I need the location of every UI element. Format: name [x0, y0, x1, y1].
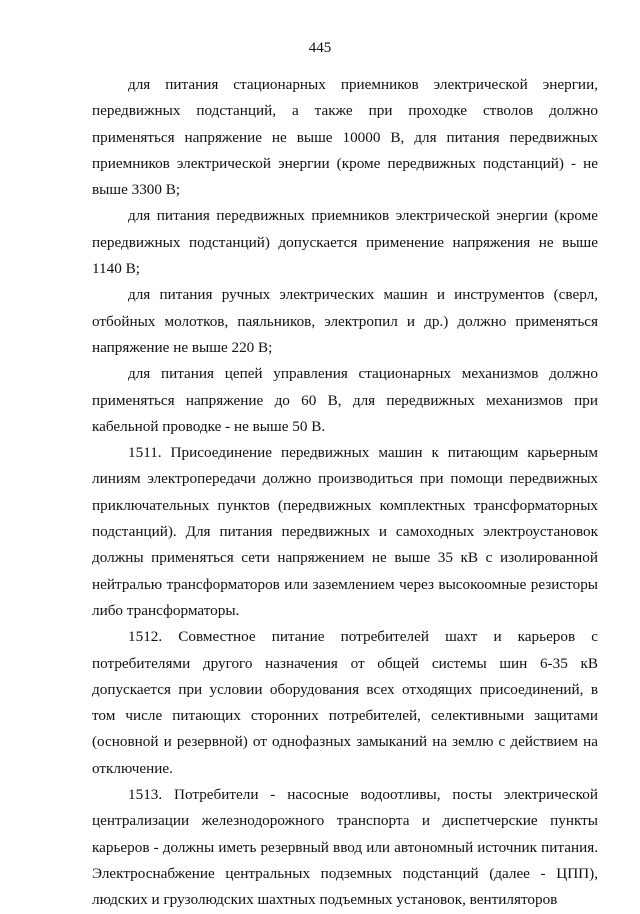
- page-number: 445: [308, 40, 332, 56]
- paragraph-1513: 1513. Потребители - насосные водоотливы, посты электрической централизации железнодорожного транспорта и диспетчерские пункты карьеров - должны иметь резервный ввод или автономный источник питания. Электроснабжение центральных подземных подстанций (далее - ЦПП), людских и грузолюдских шахтных подъемных установок, вентиляторов: [92, 786, 598, 909]
- paragraph-1511: 1511. Присоединение передвижных машин к питающим карьерным линиям электропередачи должно производиться при помощи передвижных приключательных пунктов (передвижных комплектных трансформаторных подстанций). Для питания передвижных и самоходных электроустановок должны применяться сети напряжением не выше 35 кВ с изолированной нейтралью трансформаторов или заземлением через высокоомные резисторы либо трансформаторы.: [92, 444, 598, 619]
- paragraph-voltage-hand-tools: для питания ручных электрических машин и инструментов (сверл, отбойных молотков, паяльников, электропил и др.) должно применяться напряжение не выше 220 В;: [92, 286, 598, 356]
- paragraph-1512: 1512. Совместное питание потребителей шахт и карьеров с потребителями другого назначения от общей системы шин 6-35 кВ допускается при условии оборудования всех отходящих присоединений, в том числе питающих сторонних потребителей, селективными защитами (основной и резервной) от однофазных замыканий на землю с действием на отключение.: [92, 628, 598, 777]
- document-body: [92, 72, 598, 914]
- paragraph-voltage-mobile: для питания передвижных приемников электрической энергии (кроме передвижных подстанций) допускается применение напряжения не выше 1140 В;: [92, 207, 598, 278]
- paragraph-voltage-control-circuits: для питания цепей управления стационарных механизмов должно применяться напряжение до 60 В, для передвижных механизмов при кабельной проводке - не выше 50 В.: [92, 365, 598, 435]
- paragraph-voltage-stationary: для питания стационарных приемников электрической энергии, передвижных подстанций, а также при проходке стволов должно применяться напряжение не выше 10000 В, для питания передвижных приемников электрической энергии (кроме передвижных подстанций) - не выше 3300 В;: [92, 76, 598, 199]
